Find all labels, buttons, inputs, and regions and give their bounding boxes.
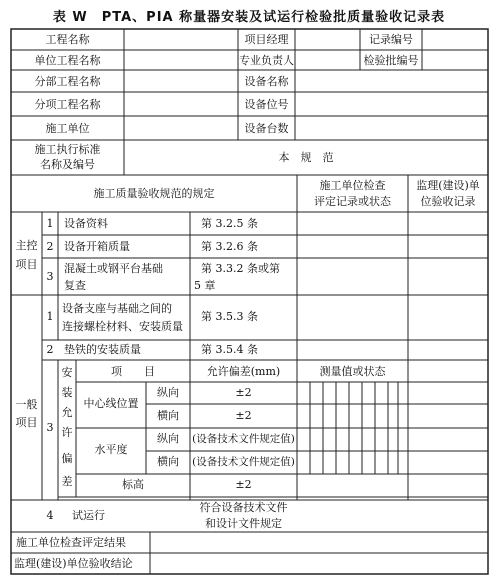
general-item-2-text: 垫铁的安装质量 — [64, 343, 141, 356]
general-item-4-no: 4 — [46, 509, 54, 522]
main-item-3-no: 3 — [46, 270, 54, 283]
unit-project-name-label: 单位工程名称 — [34, 54, 101, 67]
level-label: 水平度 — [94, 443, 128, 456]
project-manager-label: 项目经理 — [244, 33, 289, 46]
main-item-2-text: 设备开箱质量 — [64, 240, 130, 253]
contractor-check-header-line1: 施工单位检查 — [319, 179, 386, 192]
contractor-check-header-line2: 评定记录或状态 — [314, 195, 391, 208]
page-title: 表 W PTA、PIA 称量器安装及试运行检验批质量验收记录表 — [52, 10, 446, 25]
center-transverse-label: 横向 — [157, 409, 179, 422]
general-item-4-ref-line1: 符合设备技术文件 — [199, 501, 288, 514]
supervisor-header-line2: 位验收记录 — [420, 195, 476, 208]
main-item-1-ref: 第 3.2.5 条 — [201, 217, 258, 230]
measured-header: 测量值或状态 — [319, 365, 386, 378]
level-transverse-tolerance: (设备技术文件规定值) — [192, 456, 295, 468]
contractor-result-label: 施工单位检查评定结果 — [16, 536, 126, 549]
professional-lead-label: 专业负责人 — [239, 54, 294, 67]
equipment-name-label: 设备名称 — [244, 75, 289, 88]
tolerance-header: 允许偏差(mm) — [206, 365, 281, 378]
main-item-3-text-line1: 混凝土或钢平台基础 — [64, 262, 163, 275]
deviation-label-char-5: 偏 — [61, 452, 73, 465]
exec-standard-label-line2: 名称及编号 — [40, 158, 95, 171]
equipment-position-label: 设备位号 — [244, 98, 289, 111]
general-item-1-no: 1 — [46, 310, 54, 323]
general-item-2-ref: 第 3.5.4 条 — [201, 343, 258, 356]
spec-rule-header: 施工质量验收规范的规定 — [93, 187, 215, 200]
supervisor-header-line1: 监理(建设)单 — [416, 179, 480, 192]
general-item-4-text: 试运行 — [72, 509, 105, 522]
main-item-3-ref-line1: 第 3.3.2 条或第 — [201, 262, 280, 275]
main-item-2-ref: 第 3.2.6 条 — [201, 240, 258, 253]
center-longitudinal-label: 纵向 — [157, 386, 179, 399]
level-transverse-label: 横向 — [157, 455, 179, 468]
main-item-1-text: 设备资料 — [64, 217, 108, 230]
main-items-label-line1: 主控 — [15, 239, 38, 252]
center-longitudinal-tolerance: ±2 — [235, 386, 252, 399]
general-item-1-text-line1: 设备支座与基础之间的 — [62, 302, 172, 315]
supervisor-conclusion-label: 监理(建设)单位验收结论 — [14, 557, 133, 570]
deviation-label-char-1: 安 — [61, 366, 73, 379]
subdivision-project-name-label: 分项工程名称 — [34, 98, 101, 111]
deviation-label-char-3: 允 — [61, 406, 73, 419]
main-item-3-text-line2: 复查 — [64, 279, 86, 292]
record-no-label: 记录编号 — [369, 33, 413, 46]
general-item-4-ref-line2: 和设计文件规定 — [205, 517, 282, 530]
project-name-label: 工程名称 — [45, 33, 90, 46]
main-item-2-no: 2 — [46, 240, 54, 253]
general-item-2-no: 2 — [46, 343, 54, 356]
elevation-tolerance: ±2 — [235, 478, 252, 491]
division-project-name-label: 分部工程名称 — [34, 75, 101, 88]
general-item-3-no: 3 — [46, 421, 54, 434]
deviation-item-header: 项 目 — [111, 365, 155, 378]
construction-unit-label: 施工单位 — [45, 122, 90, 135]
level-longitudinal-tolerance: (设备技术文件规定值) — [192, 433, 295, 445]
equipment-count-label: 设备台数 — [244, 122, 289, 135]
deviation-label-char-2: 装 — [61, 386, 73, 399]
main-item-1-no: 1 — [46, 217, 54, 230]
general-item-1-text-line2: 连接螺栓材料、安装质量 — [62, 320, 183, 333]
level-longitudinal-label: 纵向 — [157, 432, 179, 445]
center-transverse-tolerance: ±2 — [235, 409, 252, 422]
deviation-label-char-6: 差 — [61, 475, 73, 488]
spec-label: 本 规 范 — [278, 151, 334, 164]
main-item-3-ref-line2: 5 章 — [194, 279, 216, 292]
deviation-label-char-4: 许 — [61, 426, 73, 439]
general-items-label-line1: 一般 — [15, 398, 38, 411]
center-line-label: 中心线位置 — [83, 397, 139, 410]
batch-no-label: 检验批编号 — [363, 54, 419, 67]
main-items-label-line2: 项目 — [15, 258, 38, 271]
elevation-label: 标高 — [122, 478, 144, 491]
general-item-1-ref: 第 3.5.3 条 — [201, 310, 258, 323]
general-items-label-line2: 项目 — [15, 416, 38, 429]
exec-standard-label-line1: 施工执行标准 — [34, 143, 101, 156]
